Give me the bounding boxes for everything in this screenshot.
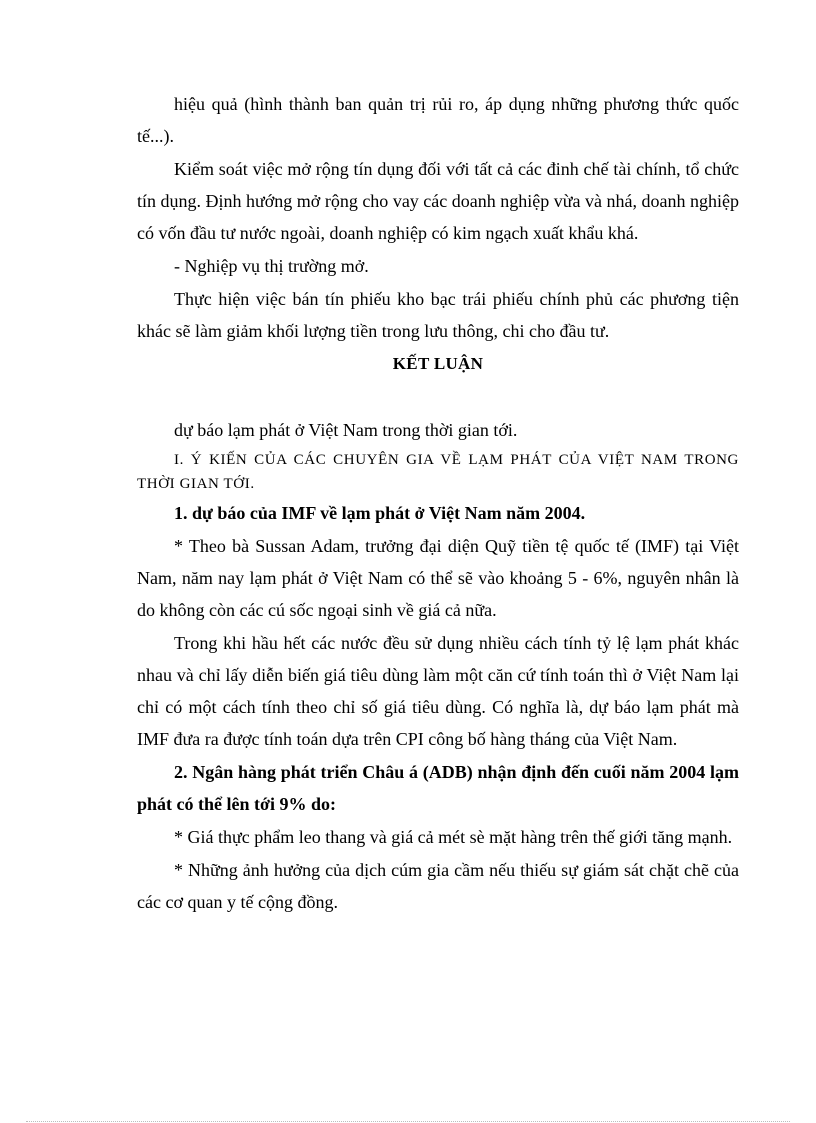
paragraph-forecast-intro: dự báo lạm phát ở Việt Nam trong thời gian tới.	[174, 420, 518, 440]
paragraph-cpi-method: Trong khi hầu hết các nước đều sử dụng nhiều cách tính tỷ lệ lạm phát khác nhau và chỉ lấy diễn biến giá tiêu dùng làm một căn cứ tính toán thì ở Việt Nam lại chỉ có một cách tính theo chỉ số giá tiêu dùng. Có nghĩa là, dự báo lạm phát mà IMF đưa ra được tính toán dựa trên CPI công bố hàng tháng của Việt Nam.	[137, 633, 739, 749]
subheading-adb-forecast: 2. Ngân hàng phát triển Châu á (ADB) nhận định đến cuối năm 2004 lạm phát có thể lên tới 9% do:	[137, 762, 739, 814]
paragraph-open-market: - Nghiệp vụ thị trường mở.	[174, 256, 369, 276]
section-heading-experts: I. Ý KIẾN CỦA CÁC CHUYÊN GIA VỀ LẠM PHÁT CỦA VIỆT NAM TRONG THỜI GIAN TỚI.	[137, 452, 739, 492]
document-page	[137, 88, 739, 918]
subheading-imf-forecast: 1. dự báo của IMF về lạm phát ở Việt Nam năm 2004.	[174, 503, 586, 523]
blank-space	[137, 380, 739, 414]
paragraph-treasury-bills: Thực hiện việc bán tín phiếu kho bạc trái phiếu chính phủ các phương tiện khác sẽ làm giảm khối lượng tiền trong lưu thông, chi cho đầu tư.	[137, 289, 739, 341]
page-bottom-border	[26, 1121, 790, 1122]
paragraph-credit-control: Kiểm soát việc mở rộng tín dụng đối với tất cả các đinh chế tài chính, tổ chức tín dụng. Định hướng mở rộng cho vay các doanh nghiệp vừa và nhá, doanh nghiệp có vốn đầu tư nước ngoài, doanh nghiệp có kim ngạch xuất khẩu khá.	[137, 159, 739, 243]
paragraph-avian-flu: * Những ảnh hưởng của dịch cúm gia cầm nếu thiếu sự giám sát chặt chẽ của các cơ quan y tế cộng đồng.	[137, 860, 739, 912]
paragraph-risk-management: hiệu quả (hình thành ban quản trị rủi ro, áp dụng những phương thức quốc tế...).	[137, 94, 739, 146]
paragraph-food-prices: * Giá thực phẩm leo thang và giá cả mét sè mặt hàng trên thế giới tăng mạnh.	[174, 827, 733, 847]
conclusion-heading: KẾT LUẬN	[392, 354, 484, 373]
paragraph-imf-adam: * Theo bà Sussan Adam, trưởng đại diện Quỹ tiền tệ quốc tế (IMF) tại Việt Nam, năm nay lạm phát ở Việt Nam có thể sẽ vào khoảng 5 - 6%, nguyên nhân là do không còn các cú sốc ngoại sinh về giá cả nữa.	[137, 536, 739, 620]
